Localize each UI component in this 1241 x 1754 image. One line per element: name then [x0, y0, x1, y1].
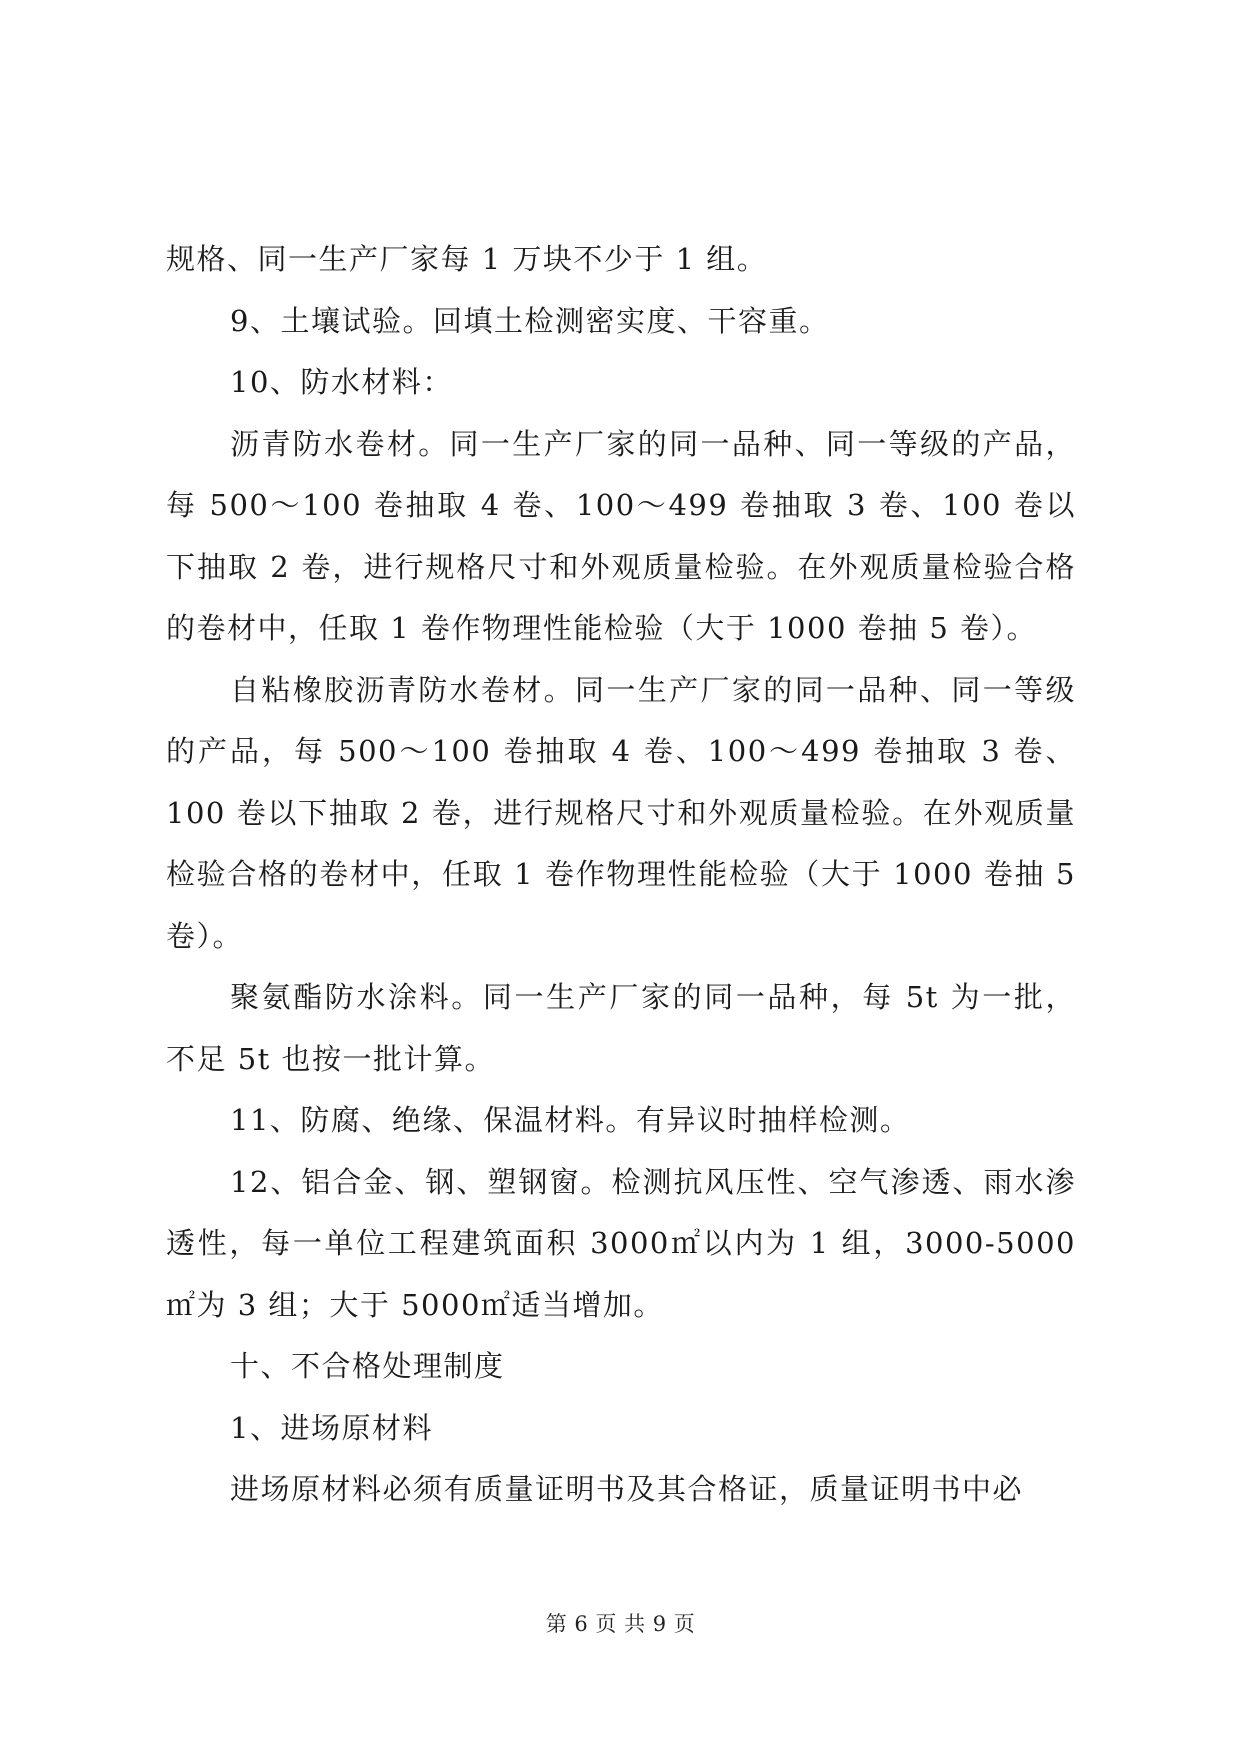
paragraph-continuation: 规格、同一生产厂家每 1 万块不少于 1 组。 — [166, 242, 768, 276]
page-footer: 第 6 页 共 9 页 — [545, 1612, 696, 1636]
paragraph-asphalt-membrane: 沥青防水卷材。同一生产厂家的同一品种、同一等级的产品，每 500～100 卷抽取 4 卷、100～499 卷抽取 3 卷、100 卷以下抽取 2 卷，进行规格尺寸和外观质量检验。在外观质量检验合格的卷材中，任取 1 卷作物理性能检验（大于 1000 卷抽 5 卷）。 — [166, 426, 1076, 645]
subsection-heading-raw-materials: 1、进场原材料 — [230, 1410, 433, 1445]
body-text — [166, 229, 1076, 1521]
paragraph-waterproof-heading: 10、防水材料： — [230, 365, 453, 399]
section-heading-nonconformance: 十、不合格处理制度 — [230, 1349, 505, 1383]
paragraph-anticorrosion: 11、防腐、绝缘、保温材料。有异议时抽样检测。 — [230, 1103, 911, 1137]
paragraph-polyurethane-coating: 聚氨酯防水涂料。同一生产厂家的同一品种，每 5t 为一批，不足 5t 也按一批计算。 — [166, 980, 1076, 1076]
paragraph-raw-materials: 进场原材料必须有质量证明书及其合格证，质量证明书中必 — [230, 1472, 1024, 1506]
paragraph-rubber-asphalt-membrane: 自粘橡胶沥青防水卷材。同一生产厂家的同一品种、同一等级的产品，每 500～100 卷抽取 4 卷、100～499 卷抽取 3 卷、100 卷以下抽取 2 卷，进行规格尺寸和外观质量检验。在外观质量检验合格的卷材中，任取 1 卷作物理性能检验（大于 1000 卷抽 5 卷）。 — [166, 672, 1076, 953]
paragraph-windows: 12、铝合金、钢、塑钢窗。检测抗风压性、空气渗透、雨水渗透性，每一单位工程建筑面积 3000㎡以内为 1 组，3000-5000㎡为 3 组；大于 5000㎡适当增加。 — [166, 1164, 1076, 1322]
paragraph-soil-test: 9、土壤试验。回填土检测密实度、干容重。 — [230, 303, 830, 338]
